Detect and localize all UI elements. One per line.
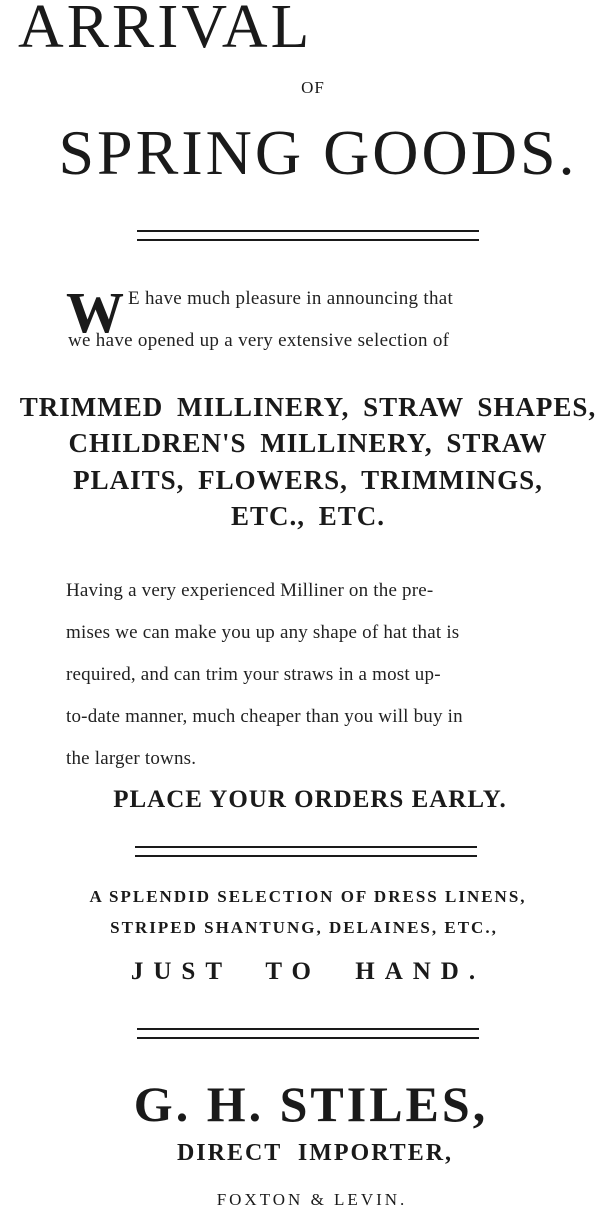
double-rule-divider [135,846,477,857]
featured-items-line: ETC., ETC. [230,501,386,531]
call-to-action: PLACE YOUR ORDERS EARLY. [113,786,507,813]
just-to-hand: JUST TO HAND. [130,958,486,985]
linens-line: A SPLENDID SELECTION OF DRESS LINENS, [89,887,527,906]
double-rule-divider [137,230,479,241]
headline-of: OF [301,78,325,97]
headline-spring-goods: SPRING GOODS. [58,117,578,188]
milliner-paragraph-line: Having a very experienced Milliner on the pre- [66,580,434,601]
milliner-paragraph-line: to-date manner, much cheaper than you will buy in [66,706,463,727]
featured-items-line: CHILDREN'S MILLINERY, STRAW [68,428,548,458]
merchant-location: FOXTON & LEVIN. [216,1190,408,1209]
linens-line: STRIPED SHANTUNG, DELAINES, ETC., [110,918,498,937]
featured-items-line: TRIMMED MILLINERY, STRAW SHAPES, [19,392,597,422]
merchant-name: G. H. STILES, [133,1076,489,1132]
intro-line: E have much pleasure in announcing that [128,288,454,309]
milliner-paragraph-line: mises we can make you up any shape of hat that is [66,622,460,643]
intro-line: we have opened up a very extensive selection of [68,330,450,351]
milliner-paragraph-line: the larger towns. [66,748,197,769]
featured-items-line: PLAITS, FLOWERS, TRIMMINGS, [73,465,543,495]
double-rule-divider [137,1028,479,1039]
milliner-paragraph-line: required, and can trim your straws in a most up- [66,664,441,685]
merchant-role: DIRECT IMPORTER, [176,1140,454,1166]
drop-cap-letter: W [66,280,124,345]
headline-arrival: ARRIVAL [18,0,313,61]
